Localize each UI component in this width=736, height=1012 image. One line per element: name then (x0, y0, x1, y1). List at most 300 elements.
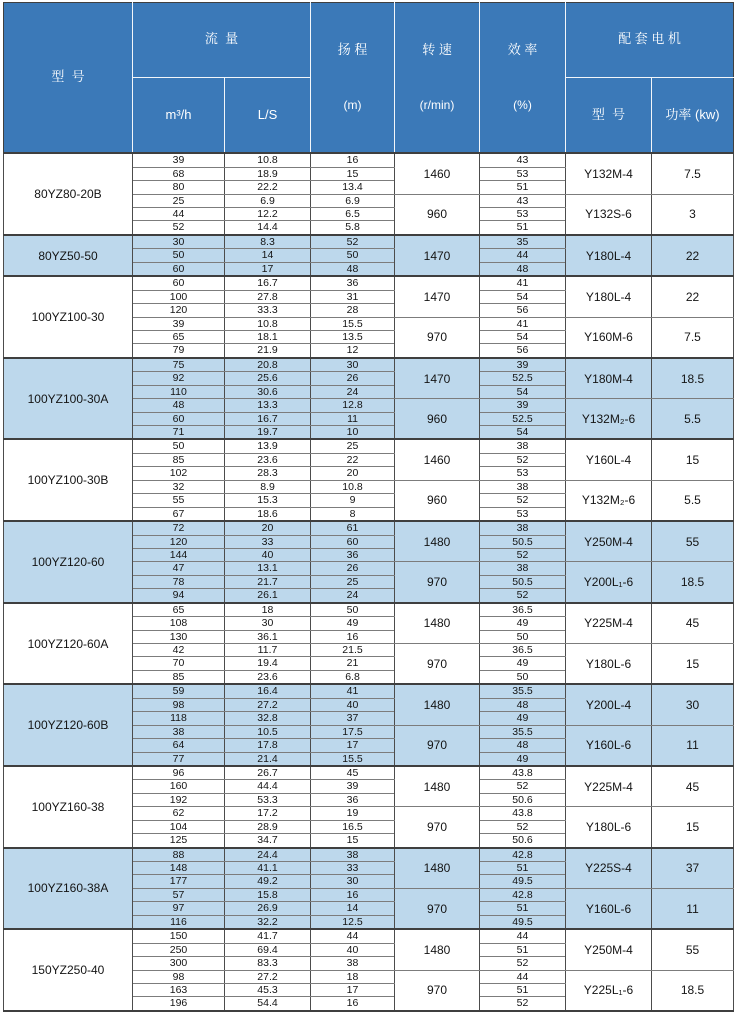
motor-power-cell: 55 (652, 929, 734, 970)
efficiency-cell: 56 (480, 344, 566, 358)
flow-m3h-cell: 88 (133, 848, 225, 862)
flow-ls-cell: 8.3 (225, 235, 311, 249)
flow-m3h-cell: 67 (133, 507, 225, 521)
head-cell: 40 (311, 943, 395, 956)
efficiency-cell: 38 (480, 439, 566, 453)
flow-m3h-cell: 160 (133, 780, 225, 793)
motor-model-cell: Y180M-4 (566, 358, 652, 399)
flow-ls-cell: 10.5 (225, 725, 311, 738)
head-cell: 8 (311, 507, 395, 521)
motor-model-cell: Y250M-4 (566, 521, 652, 562)
header-speed-unit: (r/min) (419, 98, 455, 113)
head-cell: 36 (311, 793, 395, 806)
flow-ls-cell: 12.2 (225, 208, 311, 221)
efficiency-cell: 35 (480, 235, 566, 249)
motor-model-cell: Y250M-4 (566, 929, 652, 970)
flow-m3h-cell: 97 (133, 902, 225, 915)
head-cell: 13.5 (311, 330, 395, 343)
flow-m3h-cell: 85 (133, 453, 225, 466)
head-cell: 15 (311, 834, 395, 848)
flow-m3h-cell: 98 (133, 970, 225, 983)
efficiency-cell: 51 (480, 862, 566, 875)
flow-m3h-cell: 120 (133, 304, 225, 317)
speed-cell: 970 (395, 644, 480, 685)
flow-m3h-cell: 78 (133, 575, 225, 588)
head-cell: 44 (311, 929, 395, 943)
motor-model-cell: Y180L-6 (566, 807, 652, 848)
header-efficiency-label: 效 率 (507, 41, 538, 57)
efficiency-cell: 52 (480, 589, 566, 603)
pump-model-cell: 100YZ120-60B (4, 684, 133, 766)
efficiency-cell: 48 (480, 739, 566, 752)
head-cell: 28 (311, 304, 395, 317)
header-motor-power: 功率 (kw) (652, 77, 734, 153)
efficiency-cell: 49.5 (480, 915, 566, 929)
head-cell: 36 (311, 276, 395, 290)
header-head-unit: (m) (343, 98, 362, 113)
efficiency-cell: 56 (480, 304, 566, 317)
efficiency-cell: 48 (480, 262, 566, 276)
flow-ls-cell: 18.6 (225, 507, 311, 521)
flow-m3h-cell: 250 (133, 943, 225, 956)
pump-model-cell: 100YZ120-60A (4, 603, 133, 685)
head-cell: 10 (311, 426, 395, 440)
motor-power-cell: 45 (652, 603, 734, 644)
speed-cell: 960 (395, 194, 480, 235)
head-cell: 15.5 (311, 752, 395, 766)
speed-cell: 1480 (395, 848, 480, 889)
flow-m3h-cell: 42 (133, 644, 225, 657)
flow-m3h-cell: 192 (133, 793, 225, 806)
motor-power-cell: 5.5 (652, 399, 734, 440)
flow-m3h-cell: 65 (133, 603, 225, 617)
flow-m3h-cell: 100 (133, 290, 225, 303)
flow-m3h-cell: 102 (133, 467, 225, 480)
flow-ls-cell: 10.8 (225, 317, 311, 330)
speed-cell: 960 (395, 399, 480, 440)
flow-ls-cell: 21.9 (225, 344, 311, 358)
flow-ls-cell: 26.9 (225, 902, 311, 915)
flow-ls-cell: 27.8 (225, 290, 311, 303)
head-cell: 18 (311, 970, 395, 983)
table-row (4, 521, 734, 535)
flow-m3h-cell: 64 (133, 739, 225, 752)
flow-ls-cell: 32.2 (225, 915, 311, 929)
speed-cell: 1480 (395, 603, 480, 644)
efficiency-cell: 50.6 (480, 793, 566, 806)
flow-m3h-cell: 44 (133, 208, 225, 221)
flow-ls-cell: 8.9 (225, 480, 311, 493)
flow-ls-cell: 16.4 (225, 684, 311, 698)
efficiency-cell: 44 (480, 970, 566, 983)
motor-power-cell: 11 (652, 888, 734, 929)
table-row (4, 358, 734, 372)
header-motor: 配 套 电 机 (566, 3, 734, 78)
efficiency-cell: 50.5 (480, 535, 566, 548)
head-cell: 15 (311, 167, 395, 180)
flow-m3h-cell: 60 (133, 262, 225, 276)
flow-m3h-cell: 59 (133, 684, 225, 698)
flow-ls-cell: 19.7 (225, 426, 311, 440)
flow-ls-cell: 14 (225, 249, 311, 262)
efficiency-cell: 36.5 (480, 644, 566, 657)
table-row (4, 276, 734, 290)
efficiency-cell: 51 (480, 943, 566, 956)
pump-group (4, 235, 734, 276)
flow-m3h-cell: 75 (133, 358, 225, 372)
flow-ls-cell: 23.6 (225, 670, 311, 684)
header-head (311, 3, 395, 154)
flow-m3h-cell: 60 (133, 412, 225, 425)
motor-power-cell: 3 (652, 194, 734, 235)
table-row (4, 603, 734, 617)
efficiency-cell: 52 (480, 453, 566, 466)
head-cell: 45 (311, 766, 395, 780)
flow-m3h-cell: 80 (133, 181, 225, 194)
flow-m3h-cell: 300 (133, 957, 225, 970)
efficiency-cell: 42.8 (480, 888, 566, 901)
pump-model-cell: 80YZ50-50 (4, 235, 133, 276)
efficiency-cell: 53 (480, 208, 566, 221)
speed-cell: 1480 (395, 929, 480, 970)
flow-m3h-cell: 50 (133, 439, 225, 453)
head-cell: 49 (311, 617, 395, 630)
motor-model-cell: Y160L-6 (566, 725, 652, 766)
flow-m3h-cell: 85 (133, 670, 225, 684)
flow-ls-cell: 20.8 (225, 358, 311, 372)
head-cell: 10.8 (311, 480, 395, 493)
flow-ls-cell: 13.3 (225, 399, 311, 412)
efficiency-cell: 43.8 (480, 807, 566, 820)
head-cell: 16 (311, 888, 395, 901)
motor-model-cell: Y180L-6 (566, 644, 652, 685)
flow-ls-cell: 53.3 (225, 793, 311, 806)
flow-m3h-cell: 38 (133, 725, 225, 738)
efficiency-cell: 50.6 (480, 834, 566, 848)
head-cell: 16 (311, 153, 395, 167)
pump-model-cell: 100YZ100-30B (4, 439, 133, 521)
flow-ls-cell: 15.3 (225, 494, 311, 507)
efficiency-cell: 51 (480, 902, 566, 915)
head-cell: 21.5 (311, 644, 395, 657)
flow-ls-cell: 34.7 (225, 834, 311, 848)
motor-power-cell: 11 (652, 725, 734, 766)
speed-cell: 1480 (395, 521, 480, 562)
motor-model-cell: Y160L-6 (566, 888, 652, 929)
head-cell: 50 (311, 603, 395, 617)
pump-group (4, 929, 734, 1011)
efficiency-cell: 35.5 (480, 684, 566, 698)
efficiency-cell: 53 (480, 507, 566, 521)
flow-m3h-cell: 32 (133, 480, 225, 493)
flow-m3h-cell: 30 (133, 235, 225, 249)
speed-cell: 1480 (395, 766, 480, 807)
efficiency-cell: 52 (480, 548, 566, 561)
motor-model-cell: Y225S-4 (566, 848, 652, 889)
header-head-label: 扬 程 (337, 41, 368, 57)
efficiency-cell: 52.5 (480, 372, 566, 385)
head-cell: 12.5 (311, 915, 395, 929)
header-speed-label: 转 速 (422, 41, 452, 57)
head-cell: 37 (311, 712, 395, 725)
pump-group (4, 766, 734, 848)
flow-ls-cell: 18 (225, 603, 311, 617)
header-efficiency (480, 3, 566, 154)
flow-m3h-cell: 104 (133, 820, 225, 833)
header-model: 型 号 (4, 3, 133, 154)
efficiency-cell: 52 (480, 780, 566, 793)
flow-ls-cell: 44.4 (225, 780, 311, 793)
flow-m3h-cell: 150 (133, 929, 225, 943)
flow-ls-cell: 24.4 (225, 848, 311, 862)
table-row (4, 929, 734, 943)
flow-m3h-cell: 130 (133, 630, 225, 643)
flow-m3h-cell: 98 (133, 698, 225, 711)
flow-ls-cell: 17.8 (225, 739, 311, 752)
flow-m3h-cell: 57 (133, 888, 225, 901)
motor-model-cell: Y200L-4 (566, 684, 652, 725)
flow-m3h-cell: 118 (133, 712, 225, 725)
motor-model-cell: Y225L₁-6 (566, 970, 652, 1011)
header-speed (395, 3, 480, 154)
efficiency-cell: 52 (480, 957, 566, 970)
motor-model-cell: Y225M-4 (566, 766, 652, 807)
head-cell: 12.8 (311, 399, 395, 412)
pump-group (4, 439, 734, 521)
efficiency-cell: 43 (480, 153, 566, 167)
efficiency-cell: 52.5 (480, 412, 566, 425)
speed-cell: 970 (395, 970, 480, 1011)
head-cell: 14 (311, 902, 395, 915)
head-cell: 61 (311, 521, 395, 535)
flow-ls-cell: 26.7 (225, 766, 311, 780)
head-cell: 50 (311, 249, 395, 262)
head-cell: 40 (311, 698, 395, 711)
flow-ls-cell: 41.1 (225, 862, 311, 875)
speed-cell: 970 (395, 725, 480, 766)
efficiency-cell: 42.8 (480, 848, 566, 862)
efficiency-cell: 53 (480, 467, 566, 480)
efficiency-cell: 52 (480, 494, 566, 507)
efficiency-cell: 49.5 (480, 875, 566, 888)
flow-m3h-cell: 72 (133, 521, 225, 535)
speed-cell: 1470 (395, 235, 480, 276)
motor-power-cell: 22 (652, 235, 734, 276)
speed-cell: 1470 (395, 276, 480, 317)
head-cell: 19 (311, 807, 395, 820)
speed-cell: 1460 (395, 439, 480, 480)
flow-ls-cell: 69.4 (225, 943, 311, 956)
efficiency-cell: 54 (480, 330, 566, 343)
flow-m3h-cell: 70 (133, 657, 225, 670)
pump-group (4, 848, 734, 930)
flow-m3h-cell: 79 (133, 344, 225, 358)
flow-ls-cell: 14.4 (225, 221, 311, 235)
efficiency-cell: 41 (480, 276, 566, 290)
head-cell: 12 (311, 344, 395, 358)
speed-cell: 1460 (395, 153, 480, 194)
motor-power-cell: 30 (652, 684, 734, 725)
table-row (4, 235, 734, 249)
motor-power-cell: 7.5 (652, 153, 734, 194)
flow-ls-cell: 28.3 (225, 467, 311, 480)
flow-ls-cell: 22.2 (225, 181, 311, 194)
head-cell: 48 (311, 262, 395, 276)
flow-ls-cell: 20 (225, 521, 311, 535)
motor-power-cell: 18.5 (652, 358, 734, 399)
head-cell: 60 (311, 535, 395, 548)
flow-ls-cell: 11.7 (225, 644, 311, 657)
head-cell: 17 (311, 739, 395, 752)
speed-cell: 960 (395, 480, 480, 521)
efficiency-cell: 38 (480, 480, 566, 493)
speed-cell: 970 (395, 888, 480, 929)
head-cell: 9 (311, 494, 395, 507)
head-cell: 6.8 (311, 670, 395, 684)
speed-cell: 1480 (395, 684, 480, 725)
flow-ls-cell: 19.4 (225, 657, 311, 670)
flow-ls-cell: 23.6 (225, 453, 311, 466)
flow-ls-cell: 17.2 (225, 807, 311, 820)
motor-model-cell: Y132M₂-6 (566, 480, 652, 521)
efficiency-cell: 54 (480, 426, 566, 440)
flow-ls-cell: 21.4 (225, 752, 311, 766)
flow-m3h-cell: 163 (133, 983, 225, 996)
flow-ls-cell: 54.4 (225, 997, 311, 1011)
pump-spec-table (3, 2, 734, 1012)
header-efficiency-unit: (%) (513, 98, 532, 113)
flow-m3h-cell: 65 (133, 330, 225, 343)
table-row (4, 684, 734, 698)
head-cell: 38 (311, 848, 395, 862)
pump-group (4, 153, 734, 235)
motor-model-cell: Y160M-6 (566, 317, 652, 358)
flow-ls-cell: 16.7 (225, 412, 311, 425)
pump-group (4, 603, 734, 685)
flow-m3h-cell: 39 (133, 317, 225, 330)
flow-m3h-cell: 50 (133, 249, 225, 262)
flow-ls-cell: 36.1 (225, 630, 311, 643)
head-cell: 26 (311, 562, 395, 575)
motor-model-cell: Y180L-4 (566, 276, 652, 317)
table-row (4, 439, 734, 453)
flow-ls-cell: 25.6 (225, 372, 311, 385)
table-row (4, 848, 734, 862)
motor-model-cell: Y160L-4 (566, 439, 652, 480)
flow-m3h-cell: 47 (133, 562, 225, 575)
pump-group (4, 684, 734, 766)
flow-m3h-cell: 177 (133, 875, 225, 888)
efficiency-cell: 36.5 (480, 603, 566, 617)
head-cell: 26 (311, 372, 395, 385)
flow-m3h-cell: 48 (133, 399, 225, 412)
flow-ls-cell: 16.7 (225, 276, 311, 290)
flow-ls-cell: 6.9 (225, 194, 311, 207)
head-cell: 5.8 (311, 221, 395, 235)
efficiency-cell: 54 (480, 290, 566, 303)
efficiency-cell: 50 (480, 630, 566, 643)
efficiency-cell: 38 (480, 562, 566, 575)
motor-power-cell: 15 (652, 807, 734, 848)
flow-ls-cell: 83.3 (225, 957, 311, 970)
flow-ls-cell: 13.1 (225, 562, 311, 575)
motor-power-cell: 15 (652, 644, 734, 685)
speed-cell: 970 (395, 562, 480, 603)
flow-ls-cell: 33.3 (225, 304, 311, 317)
header-flow: 流 量 (133, 3, 311, 78)
pump-group (4, 358, 734, 440)
efficiency-cell: 49 (480, 712, 566, 725)
efficiency-cell: 49 (480, 617, 566, 630)
pump-model-cell: 100YZ160-38A (4, 848, 133, 930)
efficiency-cell: 51 (480, 221, 566, 235)
pump-model-cell: 150YZ250-40 (4, 929, 133, 1011)
motor-model-cell: Y132M-4 (566, 153, 652, 194)
head-cell: 16.5 (311, 820, 395, 833)
flow-m3h-cell: 52 (133, 221, 225, 235)
flow-m3h-cell: 25 (133, 194, 225, 207)
head-cell: 20 (311, 467, 395, 480)
flow-m3h-cell: 94 (133, 589, 225, 603)
motor-power-cell: 7.5 (652, 317, 734, 358)
flow-ls-cell: 26.1 (225, 589, 311, 603)
head-cell: 52 (311, 235, 395, 249)
efficiency-cell: 35.5 (480, 725, 566, 738)
flow-ls-cell: 13.9 (225, 439, 311, 453)
motor-model-cell: Y132S-6 (566, 194, 652, 235)
header-flow-ls: L/S (225, 77, 311, 153)
flow-ls-cell: 45.3 (225, 983, 311, 996)
head-cell: 11 (311, 412, 395, 425)
head-cell: 31 (311, 290, 395, 303)
head-cell: 17.5 (311, 725, 395, 738)
motor-power-cell: 45 (652, 766, 734, 807)
head-cell: 17 (311, 983, 395, 996)
efficiency-cell: 50 (480, 670, 566, 684)
efficiency-cell: 52 (480, 997, 566, 1011)
pump-group (4, 521, 734, 603)
head-cell: 36 (311, 548, 395, 561)
efficiency-cell: 43 (480, 194, 566, 207)
head-cell: 24 (311, 589, 395, 603)
flow-ls-cell: 49.2 (225, 875, 311, 888)
pump-model-cell: 80YZ80-20B (4, 153, 133, 235)
pump-group (4, 276, 734, 358)
flow-m3h-cell: 110 (133, 385, 225, 398)
efficiency-cell: 39 (480, 358, 566, 372)
head-cell: 16 (311, 630, 395, 643)
flow-m3h-cell: 116 (133, 915, 225, 929)
speed-cell: 1470 (395, 358, 480, 399)
flow-ls-cell: 30.6 (225, 385, 311, 398)
motor-model-cell: Y180L-4 (566, 235, 652, 276)
head-cell: 41 (311, 684, 395, 698)
flow-m3h-cell: 71 (133, 426, 225, 440)
motor-power-cell: 37 (652, 848, 734, 889)
head-cell: 25 (311, 439, 395, 453)
flow-m3h-cell: 125 (133, 834, 225, 848)
flow-m3h-cell: 144 (133, 548, 225, 561)
flow-m3h-cell: 196 (133, 997, 225, 1011)
motor-power-cell: 22 (652, 276, 734, 317)
header-flow-m3h: m³/h (133, 77, 225, 153)
flow-m3h-cell: 148 (133, 862, 225, 875)
table-row (4, 766, 734, 780)
motor-power-cell: 5.5 (652, 480, 734, 521)
motor-power-cell: 18.5 (652, 970, 734, 1011)
efficiency-cell: 43.8 (480, 766, 566, 780)
flow-ls-cell: 28.9 (225, 820, 311, 833)
